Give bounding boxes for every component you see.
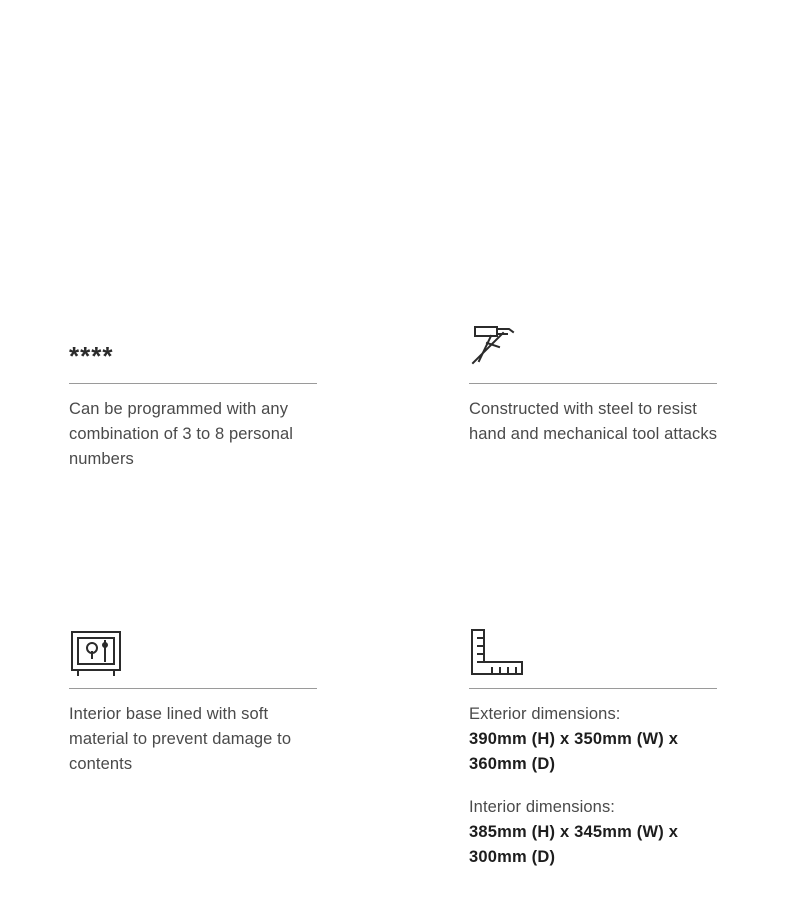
feature-lined-interior-base: [69, 620, 317, 777]
interior-dimensions-value: 385mm (H) x 345mm (W) x 300mm (D): [469, 823, 679, 866]
ruler-icon: [469, 620, 729, 678]
exterior-dimensions-label: Exterior dimensions:: [469, 705, 621, 723]
interior-dimensions-label: Interior dimensions:: [469, 798, 615, 816]
exterior-dimensions: [469, 702, 729, 777]
asterisks-icon: [69, 315, 317, 373]
feature-text: Can be programmed with any combination of 3 to 8 personal numbers: [69, 400, 294, 468]
divider: [69, 688, 317, 689]
dimensions-list: [469, 702, 729, 870]
divider: [469, 383, 717, 384]
divider: [469, 688, 717, 689]
feature-programmable-combination: [69, 315, 317, 472]
feature-text: Interior base lined with soft material to prevent damage to contents: [69, 705, 292, 773]
hammer-tool-attack-icon: [469, 315, 729, 373]
feature-steel-construction: [469, 315, 729, 447]
divider: [69, 383, 317, 384]
interior-dimensions: [469, 795, 729, 870]
feature-dimensions: [469, 620, 729, 870]
safe-box-icon: [69, 620, 317, 678]
exterior-dimensions-value: 390mm (H) x 350mm (W) x 360mm (D): [469, 730, 679, 773]
asterisks-icon-text: ****: [69, 341, 114, 371]
feature-text: Constructed with steel to resist hand and mechanical tool attacks: [469, 400, 718, 443]
